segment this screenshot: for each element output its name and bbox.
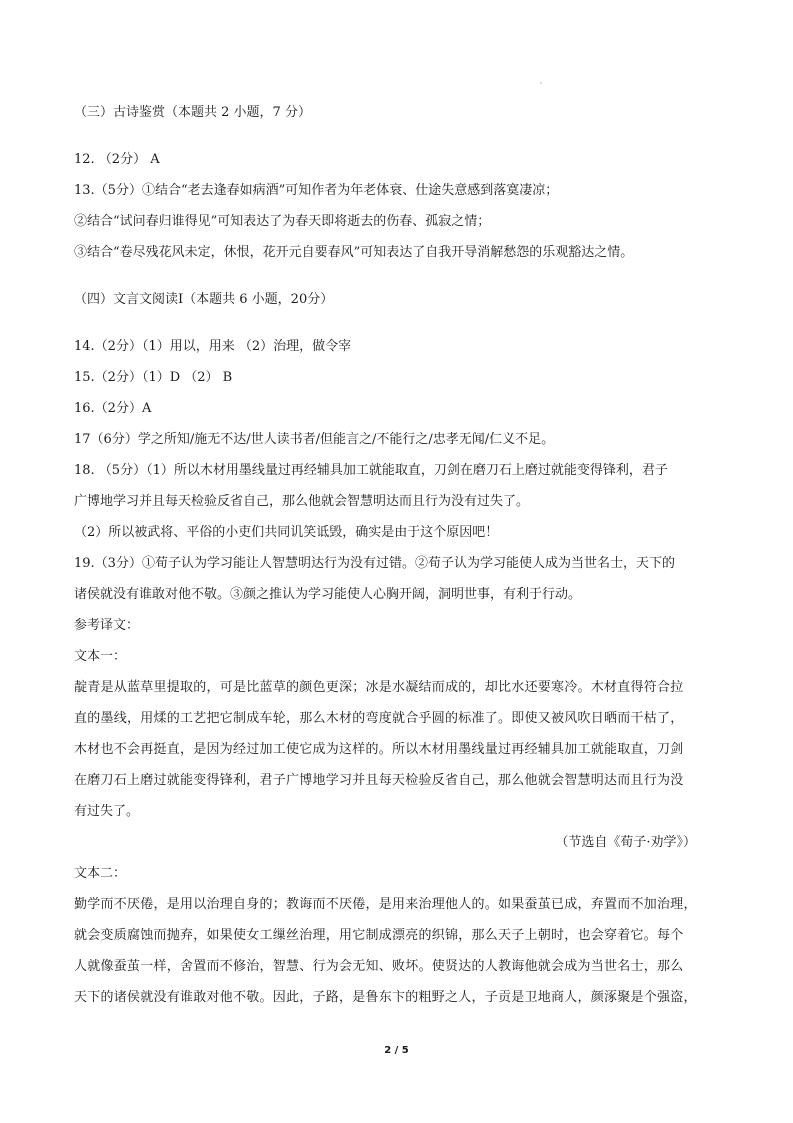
page-number: 2 / 5 bbox=[384, 1045, 409, 1056]
section-heading-classical: （四）文言文阅读Ⅰ（本题共 6 小题，20分） bbox=[74, 292, 334, 307]
answer-12: 12. （2分） A bbox=[74, 152, 160, 167]
text-two-line-1: 勤学而不厌倦，是用以治理自身的；教诲而不厌倦，是用来治理他人的。如果蚕茧已成，弃置而不加治理， bbox=[74, 897, 697, 912]
text-two-label: 文本二： bbox=[74, 866, 127, 881]
answer-13-point-3: ③结合“卷尽残花风未定，休恨，花开元自要春风”可知表达了自我开导消解愁怨的乐观豁达之情。 bbox=[74, 245, 634, 260]
text-one-line-3: 木材也不会再挺直，是因为经过加工使它成为这样的。所以木材用墨线量过再经辅具加工就能取直，刀剑 bbox=[74, 742, 684, 757]
text-two-line-4: 天下的诸侯就没有谁敢对他不敬。因此，子路，是鲁东卞的粗野之人，子贡是卫地商人，颜涿聚是个强盗， bbox=[74, 990, 697, 1005]
answer-16: 16.（2分）A bbox=[74, 401, 152, 416]
section-heading-poetry: （三）古诗鉴赏（本题共 2 小题，7 分） bbox=[74, 105, 311, 120]
text-one-line-5: 有过失了。 bbox=[74, 804, 140, 819]
answer-19-cont: 诸侯就没有谁敢对他不敬。③颜之推认为学习能使人心胸开阔，洞明世事，有利于行动。 bbox=[74, 587, 582, 602]
text-two-line-2: 就会变质腐蚀而抛弃，如果使女工缫丝治理，用它制成漂亮的织锦，那么天子上朝时，也会穿着它。每个 bbox=[74, 928, 684, 943]
answer-15: 15.（2分）（1）D （2） B bbox=[74, 370, 233, 385]
text-one-line-1: 靛青是从蓝草里提取的，可是比蓝草的颜色更深；冰是水凝结而成的，却比水还要寒冷。木材直得符合拉 bbox=[74, 680, 684, 695]
answer-14: 14.（2分）（1）用以，用来 （2）治理，做令宰 bbox=[74, 339, 352, 354]
answer-17: 17（6分）学之所知/施无不达/世人读书者/但能言之/不能行之/忠孝无闻/仁义不足。 bbox=[74, 432, 555, 447]
answer-18-part-1: 18. （5分）（1）所以木材用墨线量过再经辅具加工就能取直，刀剑在磨刀石上磨过就能变得锋利，君子 bbox=[74, 463, 668, 478]
text-two-line-3: 人就像蚕茧一样，舍置而不修治，智慧、行为会无知、败坏。使贤达的人教诲他就会成为当世名士，那么 bbox=[74, 959, 684, 974]
answer-13: 13.（5分）①结合“老去逢春如病酒”可知作者为年老体衰、仕途失意感到落寞凄凉； bbox=[74, 183, 559, 198]
scan-dot bbox=[540, 82, 542, 84]
answer-13-point-2: ②结合“试问春归谁得见”可知表达了为春天即将逝去的伤春、孤寂之情； bbox=[74, 214, 491, 229]
answer-19: 19.（3分）①荀子认为学习能让人智慧明达行为没有过错。②荀子认为学习能使人成为当世名士，天下的 bbox=[74, 556, 675, 571]
translation-heading: 参考译文： bbox=[74, 618, 140, 633]
answer-18-part-1-cont: 广博地学习并且每天检验反省自己，那么他就会智慧明达而且行为没有过失了。 bbox=[74, 494, 530, 509]
answer-18-part-2: （2）所以被武将、平俗的小吏们共同讥笑诋毁，确实是由于这个原因吧！ bbox=[74, 525, 499, 540]
text-one-source: （节选自《荀子·劝学》） bbox=[555, 835, 696, 850]
text-one-label: 文本一： bbox=[74, 649, 127, 664]
text-one-line-2: 直的墨线，用煣的工艺把它制成车轮，那么木材的弯度就合乎圆的标准了。即使又被风吹日晒而干枯了， bbox=[74, 711, 684, 726]
text-one-line-4: 在磨刀石上磨过就能变得锋利，君子广博地学习并且每天检验反省自己，那么他就会智慧明达而且行为没 bbox=[74, 773, 684, 788]
